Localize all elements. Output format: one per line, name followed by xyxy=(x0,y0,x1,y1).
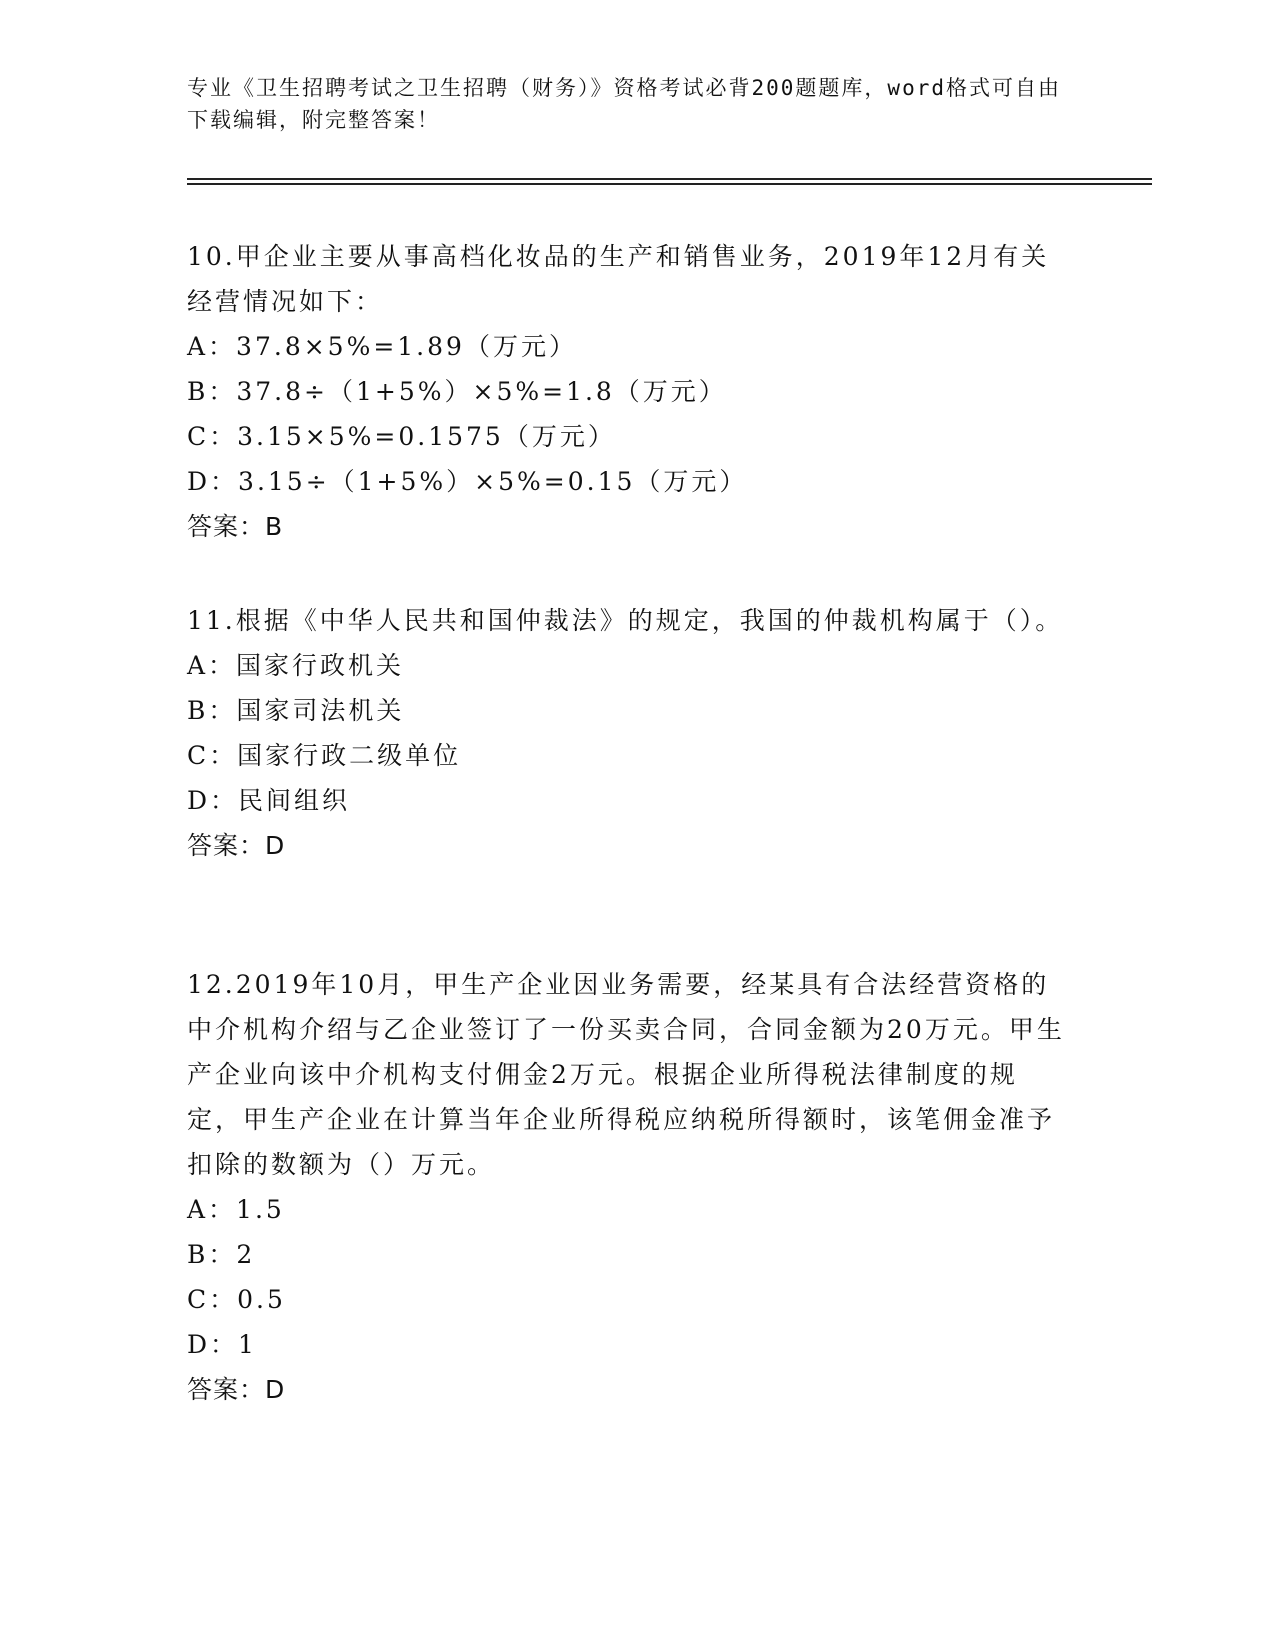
option-b: B：国家司法机关 xyxy=(187,696,405,725)
option-c: C：0.5 xyxy=(187,1285,286,1314)
option-a: A：1.5 xyxy=(187,1195,285,1224)
answer: 答案：D xyxy=(187,1375,286,1404)
option-b: B：2 xyxy=(187,1240,256,1269)
option-d: D：民间组织 xyxy=(187,786,351,815)
answer: 答案：B xyxy=(187,512,284,541)
header-divider-top xyxy=(187,178,1152,180)
question-stem: 10.甲企业主要从事高档化妆品的生产和销售业务，2019年12月有关经营情况如下： xyxy=(187,242,1050,316)
option-a: A：37.8×5%=1.89（万元） xyxy=(187,332,577,361)
question-stem: 11.根据《中华人民共和国仲裁法》的规定，我国的仲裁机构属于（）。 xyxy=(187,606,1064,635)
option-b: B：37.8÷（1+5%）×5%=1.8（万元） xyxy=(187,377,727,406)
option-c: C：国家行政二级单位 xyxy=(187,741,462,770)
question-stem: 12.2019年10月，甲生产企业因业务需要，经某具有合法经营资格的中介机构介绍与乙企业签订了一份买卖合同，合同金额为20万元。甲生产企业向该中介机构支付佣金2万元。根据企业所得税法律制度的规定，甲生产企业在计算当年企业所得税应纳税所得额时，该笔佣金准予扣除的数额为（）万元。 xyxy=(187,970,1065,1179)
option-d: D：1 xyxy=(187,1330,257,1359)
option-a: A：国家行政机关 xyxy=(187,651,405,680)
answer: 答案：D xyxy=(187,831,286,860)
question-11 xyxy=(187,598,1067,868)
header-divider-bottom xyxy=(187,183,1152,185)
question-12 xyxy=(187,962,1067,1412)
option-c: C：3.15×5%=0.1575（万元） xyxy=(187,422,616,451)
question-10 xyxy=(187,234,1067,549)
option-d: D：3.15÷（1+5%）×5%=0.15（万元） xyxy=(187,467,748,496)
document-header: 专业《卫生招聘考试之卫生招聘（财务）》资格考试必背200题题库，word格式可自由下载编辑，附完整答案！ xyxy=(187,76,1061,132)
